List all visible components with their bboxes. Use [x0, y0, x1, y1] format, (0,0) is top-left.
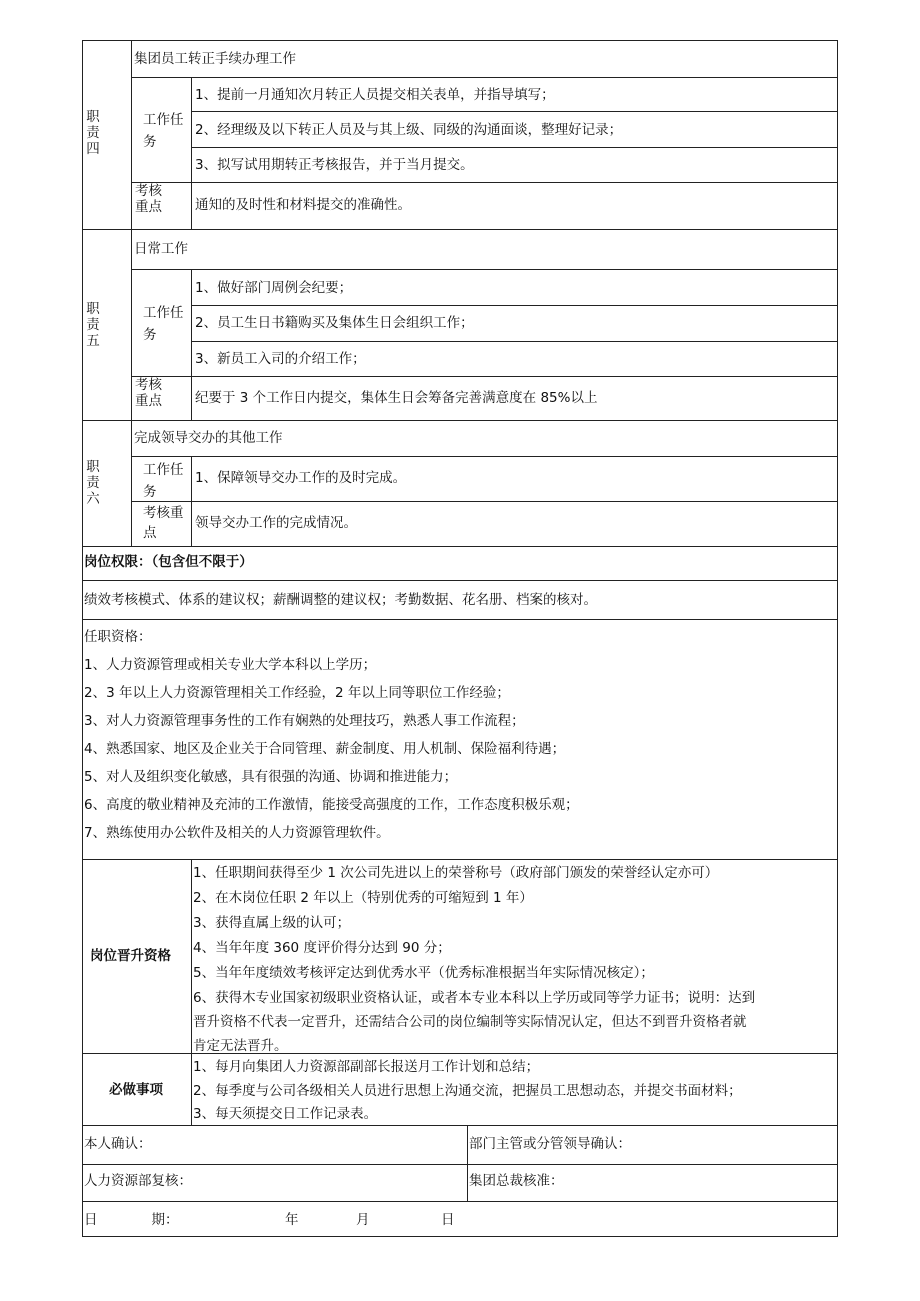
duty5-task-label: 工作任务: [143, 305, 184, 343]
duty4-task-1: 1、提前一月通知次月转正人员提交相关表单，并指导填写；: [195, 87, 555, 103]
divider: [191, 111, 838, 112]
duty4-check: 通知的及时性和材料提交的准确性。: [195, 197, 411, 213]
divider: [83, 859, 838, 860]
divider: [83, 229, 838, 230]
divider: [131, 456, 838, 457]
divider: [131, 376, 838, 377]
duty4-check-label: 考核重点: [135, 183, 162, 215]
divider: [83, 580, 838, 581]
hr-review-label: 人力资源部复核：: [84, 1173, 192, 1189]
qualification-item: 3、对人力资源管理事务性的工作有娴熟的处理技巧，熟悉人事工作流程；: [84, 713, 525, 729]
divider: [83, 420, 838, 421]
promotion-item: 6、获得木专业国家初级职业资格认证，或者本专业本科以上学历或同等学力证书；说明：达到: [193, 990, 756, 1006]
duty4-task-3: 3、拟写试用期转正考核报告，并于当月提交。: [195, 157, 474, 173]
promotion-item: 肯定无法晋升。: [193, 1038, 288, 1054]
duty5-task-3: 3、新员工入司的介绍工作；: [195, 351, 366, 367]
self-confirm-label: 本人确认：: [84, 1136, 152, 1152]
divider: [191, 77, 192, 229]
qualification-item: 5、对人及组织变化敏感，具有很强的沟通、协调和推进能力；: [84, 769, 458, 785]
dept-confirm-label: 部门主管或分管领导确认：: [469, 1136, 631, 1152]
promotion-item: 4、当年年度 360 度评价得分达到 90 分；: [193, 940, 451, 956]
date-year: 年: [285, 1212, 299, 1228]
divider: [83, 619, 838, 620]
divider: [131, 41, 132, 546]
divider: [191, 147, 838, 148]
divider: [131, 77, 838, 78]
divider: [191, 341, 838, 342]
must-do-item: 2、每季度与公司各级相关人员进行思想上沟通交流，把握员工思想动态，并提交书面材料；: [193, 1083, 742, 1099]
must-do-item: 3、每天须提交日工作记录表。: [193, 1106, 378, 1122]
duty5-task-1: 1、做好部门周例会纪要；: [195, 280, 353, 296]
authority-content: 绩效考核模式、体系的建议权；薪酬调整的建议权；考勤数据、花名册、档案的核对。: [84, 592, 597, 608]
duty4-task-2: 2、经理级及以下转正人员及与其上级、同级的沟通面谈，整理好记录；: [195, 122, 623, 138]
divider: [83, 1201, 838, 1202]
duty5-check-label: 考核重点: [135, 377, 162, 409]
date-month: 月: [356, 1212, 370, 1228]
promotion-item: 2、在木岗位任职 2 年以上（特别优秀的可缩短到 1 年）: [193, 890, 533, 906]
duty4-task-label: 工作任务: [143, 112, 184, 150]
divider: [131, 269, 838, 270]
divider: [191, 859, 192, 1125]
divider: [83, 1164, 838, 1165]
duty6-check: 领导交办工作的完成情况。: [195, 515, 357, 531]
duty5-check: 纪要于 3 个工作日内提交，集体生日会筹备完善满意度在 85%以上: [195, 390, 598, 406]
duty6-task-1: 1、保障领导交办工作的及时完成。: [195, 470, 407, 486]
duty6-label: 职责六: [86, 459, 100, 507]
duty5-task-2: 2、员工生日书籍购买及集体生日会组织工作；: [195, 315, 474, 331]
promotion-label: 岗位晋升资格: [90, 948, 171, 964]
promotion-item: 晋升资格不代表一定晋升，还需结合公司的岗位编制等实际情况认定，但达不到晋升资格者就: [193, 1014, 747, 1030]
qualification-item: 1、人力资源管理或相关专业大学本科以上学历；: [84, 657, 377, 673]
date-day: 日: [441, 1212, 455, 1228]
promotion-item: 5、当年年度绩效考核评定达到优秀水平（优秀标准根据当年实际情况核定）；: [193, 965, 654, 981]
duty6-title: 完成领导交办的其他工作: [134, 430, 283, 446]
divider: [83, 1125, 838, 1126]
ceo-approve-label: 集团总裁核准：: [469, 1173, 564, 1189]
divider: [131, 182, 838, 183]
divider: [83, 546, 838, 547]
responsibility-table: [82, 40, 838, 1237]
duty4-label: 职责四: [86, 109, 100, 157]
qualification-item: 7、熟练使用办公软件及相关的人力资源管理软件。: [84, 825, 390, 841]
duty5-title: 日常工作: [134, 241, 188, 257]
qualification-item: 4、熟悉国家、地区及企业关于合同管理、薪金制度、用人机制、保险福利待遇；: [84, 741, 566, 757]
divider: [467, 1125, 468, 1201]
authority-title: 岗位权限：（包含但不限于）: [84, 554, 253, 570]
promotion-item: 3、获得直属上级的认可；: [193, 915, 351, 931]
qualification-item: 2、3 年以上人力资源管理相关工作经验，2 年以上同等职位工作经验；: [84, 685, 510, 701]
duty4-title: 集团员工转正手续办理工作: [134, 51, 296, 67]
divider: [131, 501, 838, 502]
qualification-item: 6、高度的敬业精神及充沛的工作激情，能接受高强度的工作，工作态度积极乐观；: [84, 797, 579, 813]
divider: [191, 305, 838, 306]
must-do-label: 必做事项: [109, 1082, 163, 1098]
duty5-label: 职责五: [86, 301, 100, 349]
date-label: 日 期：: [84, 1212, 179, 1228]
must-do-item: 1、每月向集团人力资源部副部长报送月工作计划和总结；: [193, 1059, 540, 1075]
duty6-check-label: 考核重点: [143, 505, 184, 541]
promotion-item: 1、任职期间获得至少 1 次公司先进以上的荣誉称号（政府部门颁发的荣誉经认定亦可）: [193, 865, 719, 881]
duty6-task-label: 工作任务: [143, 462, 184, 500]
qualification-title: 任职资格：: [84, 629, 152, 645]
